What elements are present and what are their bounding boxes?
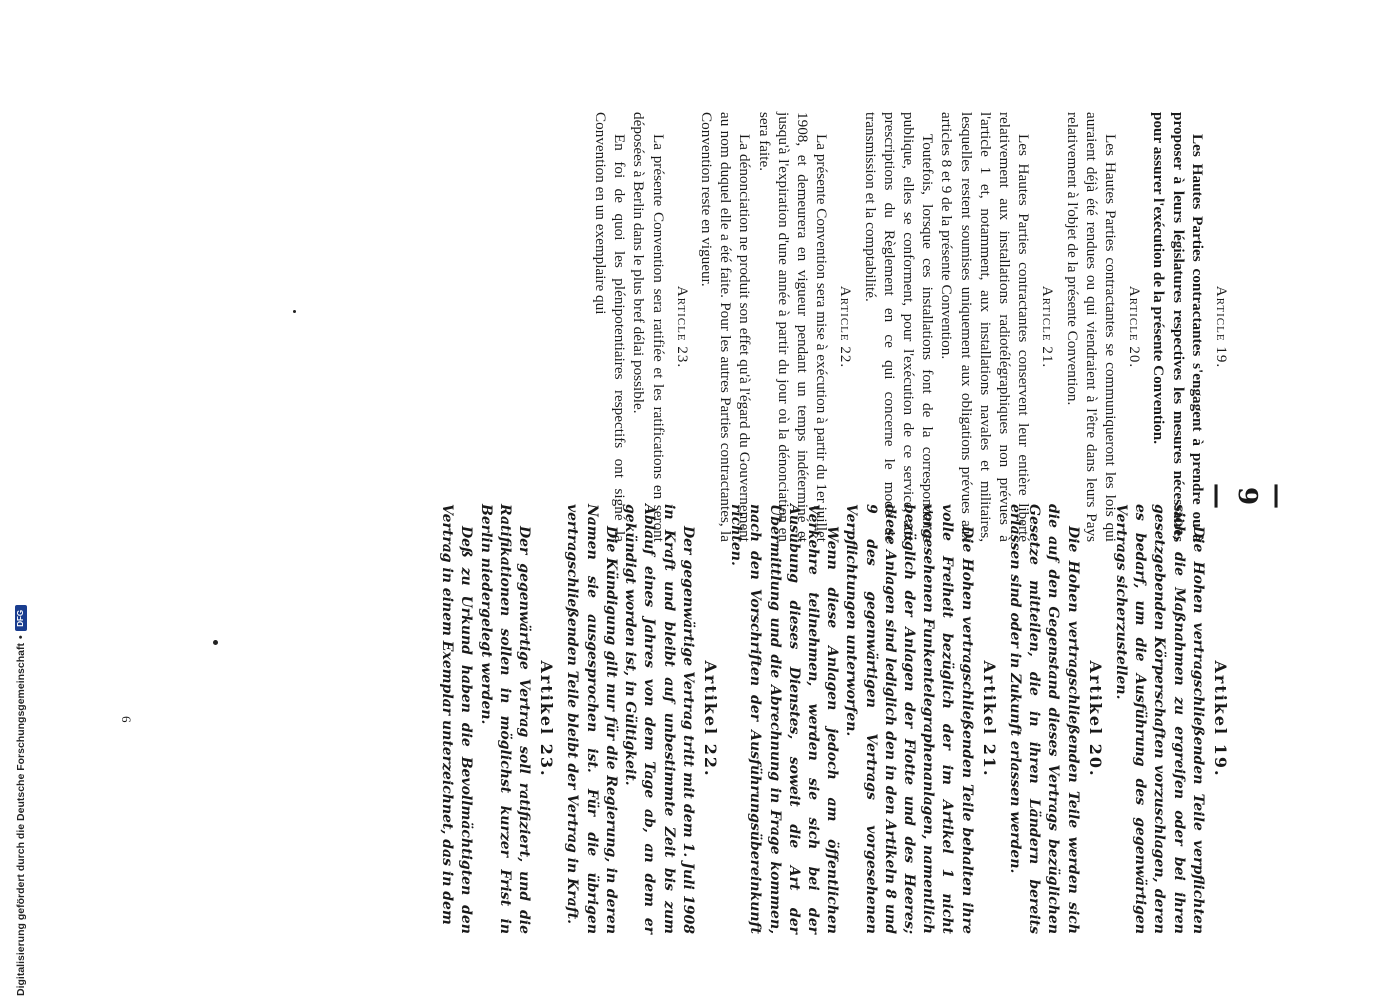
print-speck: [293, 310, 296, 313]
article-heading: Article 20.: [1126, 285, 1143, 369]
article-heading: Artikel 22.: [700, 660, 720, 778]
german-column: [437, 504, 1236, 934]
article-paragraph: Der gegenwärtige Vertrag soll ratifiziert, und die Ratifikationen sollen in möglichst kurzer Frist in Berlin niedergelegt werden.: [477, 504, 533, 934]
print-speck: [213, 640, 218, 645]
article-heading: Article 21.: [1039, 285, 1056, 369]
article-paragraph: Les Hautes Parties contractantes s'engagent à prendre ou à proposer à leurs législatures respectives les mesures nécessaires pour assurer l'exécution de la présente Convention.: [1150, 112, 1206, 542]
rotated-page: [46, 0, 1326, 1000]
article-heading: Article 19.: [1213, 285, 1229, 369]
article-paragraph: Die Kündigung gilt nur für die Regierung, in deren Namen sie ausgesprochen ist. Für die übrigen vertragschließenden Teile bleibt der Vertrag in Kraft.: [564, 504, 619, 934]
french-column: [591, 112, 1236, 542]
digitization-note: [0, 600, 27, 996]
article-paragraph: Die Hohen vertragschließenden Teile verpflichten sich, die Maßnahmen zu ergreifen oder bei ihren gesetzgebenden Körperschaften vorzuschlagen, deren es bedarf, um die Ausführung des gegenwärtigen Vertrags sicherzustellen.: [1112, 504, 1206, 934]
page-number: — 9 —: [1202, 483, 1292, 517]
article-heading: Article 22.: [837, 285, 854, 369]
article-paragraph: Die Hohen vertragschließenden Teile werden sich die auf den Gegenstand dieses Vertrags bezüglichen Gesetze mitteilen, die in ihren Ländern bereits erlassen sind oder in Zukunft erlassen werden.: [1006, 504, 1081, 934]
article-paragraph: Wenn diese Anlagen jedoch am öffentlichen Verkehre teilnehmen, werden sie sich bei der Ausübung dieses Dienstes, soweit die Art der Übermittlung und die Abrechnung in Frage kommen, nach den Vorschriften der Ausführungsübereinkunft richten.: [728, 504, 841, 934]
article-paragraph: La présente Convention sera mise à exécution à partir du 1er juillet 1908, et demeurera en vigueur pendant un temps indéterminé et jusqu'à l'expiration d'une année à partir du jour où la dénonciation en sera faite.: [755, 112, 831, 542]
page-content: [46, 0, 1326, 1000]
article-paragraph: Der gegenwärtige Vertrag tritt mit dem 1. Juli 1908 in Kraft und bleibt auf unbestimmte Zeit bis zum Ablauf eines Jahres von dem Tage ab, an dem er gekündigt worden ist, in Gültigkeit.: [622, 504, 696, 934]
article-heading: Article 23.: [673, 285, 690, 369]
dfg-logo-icon: DFG: [15, 605, 27, 631]
article-paragraph: Les Hautes Parties contractantes se communiqueront les lois qui auraient déjà été rendues ou qui viendraient à l'être dans leurs Pays relativement à l'objet de la présente Convention.: [1063, 112, 1119, 542]
sheet-signature-mark: 6: [119, 716, 134, 723]
article-heading: Artikel 21.: [979, 660, 999, 778]
article-paragraph: Les Hautes Parties contractantes conservent leur entière liberté relativement aux installations radiotélégraphiques non prévues à l'article 1 et, notamment, aux installations navales et militaires, lesquelles restent soumises uniquement aux obligations prévues aux articles 8 et 9 de la présente Convention.: [938, 112, 1033, 542]
article-paragraph: Die Hohen vertragschließenden Teile behalten ihre volle Freiheit bezüglich der im Artikel 1 nicht vorgesehenen Funkentelegraphenanlagen, namentlich bezüglich der Anlagen der Flotte und des Heeres; diese Anlagen sind lediglich den in den Artikeln 8 und 9 des gegenwärtigen Vertrags vorgesehenen Verpflichtungen unterworfen.: [843, 504, 975, 934]
funding-note-text: Digitalisierung gefördert durch die Deutsche Forschungsgemeinschaft: [15, 643, 27, 996]
article-heading: Artikel 19.: [1211, 660, 1230, 778]
document-page: [46, 0, 1326, 1000]
article-paragraph: En foi de quoi les plénipotentiaires respectifs ont signé la Convention en un exemplaire qui: [591, 112, 629, 542]
article-paragraph: La présente Convention sera ratifiée et les ratifications en seront déposées à Berlin dans le plus bref délai possible.: [630, 112, 667, 542]
funding-note-separator: •: [15, 635, 27, 640]
article-heading: Artikel 20.: [1085, 660, 1105, 778]
article-heading: Artikel 23.: [537, 660, 557, 778]
article-paragraph: Toutefois, lorsque ces installations font de la correspondance publique, elles se conforment, pour l'exécution de ce service, aux prescriptions du Règlement en ce qui concerne le mode de transmission et la comptabilité.: [861, 112, 937, 542]
article-paragraph: Deß zu Urkund haben die Bevollmächtigten den Vertrag in einem Exemplar unterzeichnet, das in dem: [439, 504, 475, 934]
article-paragraph: La dénonciation ne produit son effet qu'à l'égard du Gouvernement au nom duquel elle a été faite. Pour les autres Parties contractantes, la Convention reste en vigueur.: [697, 112, 754, 542]
